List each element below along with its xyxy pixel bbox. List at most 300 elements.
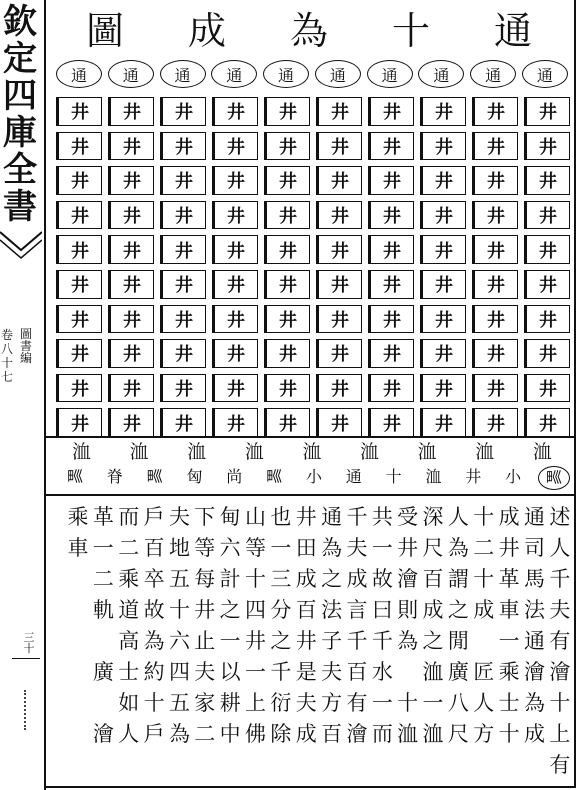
text-char: 方 [473, 722, 495, 746]
well-cell: 井 [524, 166, 570, 195]
book-title-char: 編 [19, 351, 32, 365]
xu-char: 洫 [360, 441, 380, 463]
well-cell: 井 [264, 201, 310, 230]
well-cell: 井 [108, 97, 154, 126]
text-char: 十 [498, 722, 520, 746]
text-char: 方 [321, 691, 343, 715]
page-rule [12, 658, 40, 659]
xu-char: 洫 [417, 441, 437, 463]
section-divider [44, 436, 574, 438]
text-char: 百 [346, 660, 368, 684]
well-cell: 井 [212, 201, 258, 230]
well-cell: 井 [264, 97, 310, 126]
text-char: 夫 [295, 691, 317, 715]
well-cell: 井 [368, 235, 414, 264]
xu-char: 洫 [475, 441, 495, 463]
text-char: 為 [143, 629, 165, 653]
text-column [497, 502, 521, 781]
well-cell: 井 [524, 374, 570, 403]
well-cell: 井 [160, 339, 206, 368]
tong-oval: 通 [56, 60, 102, 88]
text-char: 十 [549, 691, 571, 715]
page-number [18, 632, 40, 654]
text-char: 受 [397, 505, 419, 529]
well-cell: 井 [420, 339, 466, 368]
text-char: 計 [219, 567, 241, 591]
tong-oval: 通 [315, 60, 361, 88]
text-char: 甸 [219, 505, 241, 529]
text-column [548, 502, 572, 781]
well-cell: 井 [108, 339, 154, 368]
text-char: 之 [270, 629, 292, 653]
text-char: 井 [397, 536, 419, 560]
seal-char: 井 [465, 467, 482, 486]
text-char: 一 [270, 536, 292, 560]
book-title-char: 圖 [19, 327, 32, 341]
text-column [370, 502, 394, 781]
text-char: 中 [219, 722, 241, 746]
book-title-char: 書 [19, 339, 32, 353]
well-cell: 井 [316, 374, 362, 403]
well-cell: 井 [108, 235, 154, 264]
library-title-char: 欽 [3, 2, 37, 42]
text-char: 夫 [346, 536, 368, 560]
text-char: 夫 [168, 505, 190, 529]
text-char: 夫 [321, 660, 343, 684]
well-cell: 井 [160, 132, 206, 161]
text-char: 言 [346, 598, 368, 622]
xu-char: 洫 [187, 441, 207, 463]
text-char: 之 [447, 598, 469, 622]
text-char: 共 [371, 505, 393, 529]
well-cell: 井 [212, 339, 258, 368]
well-cell: 井 [368, 166, 414, 195]
text-char: 也 [270, 505, 292, 529]
text-char: 一 [245, 660, 267, 684]
text-char: 二 [118, 536, 140, 560]
tong-oval: 通 [263, 60, 309, 88]
well-cell: 井 [160, 305, 206, 334]
well-cell: 井 [160, 374, 206, 403]
xu-char: 洫 [72, 441, 92, 463]
text-char: 士 [498, 691, 520, 715]
text-char: 二 [92, 567, 114, 591]
text-column [320, 502, 344, 781]
text-char: 井 [295, 505, 317, 529]
text-char: 佛 [245, 722, 267, 746]
seal-char: 十 [385, 467, 402, 486]
volume-char: 十 [0, 356, 13, 370]
text-char: 衍 [270, 691, 292, 715]
text-divider [44, 494, 574, 496]
text-char: 三 [270, 567, 292, 591]
text-char: 人 [447, 505, 469, 529]
text-char: 井 [295, 629, 317, 653]
well-cell: 井 [212, 270, 258, 299]
text-char: 廣 [92, 660, 114, 684]
text-column [193, 502, 217, 781]
text-char: 五 [168, 691, 190, 715]
well-cell: 井 [56, 97, 102, 126]
text-char: 上 [549, 722, 571, 746]
well-cell: 井 [316, 235, 362, 264]
text-char: 成 [422, 598, 444, 622]
text-char: 下 [194, 505, 216, 529]
text-column [421, 502, 445, 781]
well-cell: 井 [472, 374, 518, 403]
title-char: 圖 [85, 9, 124, 53]
tong-oval: 通 [418, 60, 464, 88]
text-column [345, 502, 369, 781]
text-char: 十 [168, 598, 190, 622]
well-cell: 井 [368, 408, 414, 437]
well-cell: 井 [56, 235, 102, 264]
seal-char: 𤰝 [266, 467, 283, 486]
title-char: 通 [493, 9, 532, 53]
text-char: 澮 [92, 722, 114, 746]
xu-char: 洫 [129, 441, 149, 463]
well-cell: 井 [420, 97, 466, 126]
text-char: 有 [549, 753, 571, 777]
well-cell: 井 [108, 201, 154, 230]
text-char: 井 [498, 536, 520, 560]
text-char: 一 [371, 691, 393, 715]
text-char: 是 [295, 660, 317, 684]
text-char: 成 [346, 567, 368, 591]
well-cell: 井 [420, 132, 466, 161]
text-char: 一 [498, 629, 520, 653]
text-char: 之 [219, 598, 241, 622]
well-cell: 井 [316, 305, 362, 334]
text-column [396, 502, 420, 781]
diagram-frame [44, 0, 576, 788]
seal-char: 𤰝 [66, 467, 83, 486]
text-char: 澮 [523, 660, 545, 684]
title-char: 成 [187, 9, 226, 53]
well-cell: 井 [56, 374, 102, 403]
library-title-char: 書 [3, 187, 37, 227]
library-title-char: 庫 [3, 113, 37, 153]
text-char: 分 [270, 598, 292, 622]
text-char: 千 [346, 629, 368, 653]
library-title-char: 四 [3, 76, 37, 116]
text-char: 有 [549, 629, 571, 653]
well-cell: 井 [420, 270, 466, 299]
well-cell: 井 [368, 201, 414, 230]
text-char: 車 [67, 536, 89, 560]
text-char: 井 [245, 629, 267, 653]
well-cell: 井 [108, 305, 154, 334]
well-cell: 井 [316, 166, 362, 195]
text-char: 八 [447, 691, 469, 715]
text-char: 以 [219, 660, 241, 684]
text-char: 有 [346, 691, 368, 715]
text-char: 千 [346, 505, 368, 529]
dotted-rule [24, 690, 28, 730]
page-margin [0, 0, 46, 790]
text-char: 十 [245, 567, 267, 591]
text-char: 百 [422, 567, 444, 591]
text-char: 二 [473, 536, 495, 560]
seal-row [60, 466, 570, 490]
text-char: 一 [422, 691, 444, 715]
text-char: 如 [118, 691, 140, 715]
text-char: 故 [371, 567, 393, 591]
well-cell: 井 [524, 305, 570, 334]
text-char: 為 [397, 629, 419, 653]
text-char: 夫 [549, 598, 571, 622]
text-char: 馬 [523, 567, 545, 591]
text-char: 閒 [447, 629, 469, 653]
well-cell: 井 [420, 166, 466, 195]
book-title [16, 328, 36, 364]
well-cell: 井 [472, 201, 518, 230]
seal-char: 尚 [226, 467, 243, 486]
text-char: 革 [498, 567, 520, 591]
well-cell: 井 [160, 270, 206, 299]
well-cell: 井 [56, 201, 102, 230]
well-cell: 井 [264, 132, 310, 161]
seal-char: 𤰝 [538, 466, 570, 490]
well-cell: 井 [472, 166, 518, 195]
text-char: 成 [295, 722, 317, 746]
well-grid [56, 94, 570, 440]
well-cell: 井 [56, 270, 102, 299]
tong-oval: 通 [211, 60, 257, 88]
well-cell: 井 [264, 270, 310, 299]
text-char: 一 [219, 629, 241, 653]
well-cell: 井 [264, 374, 310, 403]
text-column [269, 502, 293, 781]
text-char: 百 [295, 598, 317, 622]
text-column [446, 502, 470, 781]
well-cell: 井 [212, 97, 258, 126]
text-char: 二 [194, 722, 216, 746]
text-char: 每 [194, 567, 216, 591]
text-char: 戶 [143, 722, 165, 746]
text-char: 澮 [346, 722, 368, 746]
text-char: 而 [371, 722, 393, 746]
text-char: 革 [92, 505, 114, 529]
seal-char: 匈 [186, 467, 203, 486]
well-cell: 井 [212, 408, 258, 437]
text-char: 人 [473, 691, 495, 715]
xu-char: 洫 [532, 441, 552, 463]
well-cell: 井 [368, 305, 414, 334]
tong-row [56, 60, 568, 88]
text-char: 澮 [397, 567, 419, 591]
library-title [0, 4, 40, 226]
page-number-char: 十 [23, 642, 35, 655]
well-cell: 井 [108, 374, 154, 403]
text-char: 尺 [422, 536, 444, 560]
library-title-char: 全 [3, 150, 37, 190]
well-cell: 井 [56, 305, 102, 334]
well-cell: 井 [264, 235, 310, 264]
text-char: 十 [143, 691, 165, 715]
seal-char: 小 [505, 467, 522, 486]
text-char: 等 [245, 536, 267, 560]
seal-char: 𤰝 [146, 467, 163, 486]
text-char: 千 [270, 660, 292, 684]
seal-char: 脊 [106, 467, 123, 486]
text-char: 為 [523, 691, 545, 715]
well-cell: 井 [472, 270, 518, 299]
text-char: 百 [143, 536, 165, 560]
text-char: 述 [549, 505, 571, 529]
volume-label [0, 328, 14, 384]
text-char: 一 [92, 536, 114, 560]
well-cell: 井 [108, 132, 154, 161]
seal-char: 通 [345, 467, 362, 486]
well-cell: 井 [56, 339, 102, 368]
well-cell: 井 [524, 97, 570, 126]
text-char: 洫 [422, 660, 444, 684]
text-char: 曰 [371, 598, 393, 622]
well-cell: 井 [368, 339, 414, 368]
xu-char: 洫 [244, 441, 264, 463]
text-char: 洫 [422, 722, 444, 746]
text-char: 而 [118, 505, 140, 529]
text-char: 通 [523, 505, 545, 529]
text-char: 人 [549, 536, 571, 560]
text-char: 車 [498, 598, 520, 622]
text-char: 為 [447, 536, 469, 560]
text-char: 法 [523, 598, 545, 622]
library-title-char: 定 [3, 39, 37, 79]
tong-oval: 通 [108, 60, 154, 88]
well-cell: 井 [160, 408, 206, 437]
well-cell: 井 [472, 132, 518, 161]
body-text [66, 502, 572, 781]
text-char: 耕 [219, 691, 241, 715]
text-char: 通 [321, 505, 343, 529]
well-cell: 井 [212, 235, 258, 264]
well-cell: 井 [472, 305, 518, 334]
well-cell: 井 [316, 270, 362, 299]
text-char: 六 [219, 536, 241, 560]
well-cell: 井 [212, 166, 258, 195]
text-char: 止 [194, 629, 216, 653]
well-cell: 井 [108, 408, 154, 437]
text-char: 之 [321, 567, 343, 591]
well-cell: 井 [524, 235, 570, 264]
tong-oval: 通 [522, 60, 568, 88]
text-char: 謂 [447, 567, 469, 591]
text-char: 之 [422, 629, 444, 653]
text-column [66, 502, 90, 781]
text-char: 故 [143, 598, 165, 622]
text-char: 道 [118, 598, 140, 622]
text-char: 乘 [498, 660, 520, 684]
text-char: 子 [321, 629, 343, 653]
well-cell: 井 [368, 132, 414, 161]
tong-oval: 通 [470, 60, 516, 88]
well-cell: 井 [212, 305, 258, 334]
well-cell: 井 [264, 305, 310, 334]
text-column [522, 502, 546, 781]
well-cell: 井 [316, 201, 362, 230]
volume-char: 八 [0, 342, 13, 356]
seal-char: 洫 [425, 467, 442, 486]
text-char: 乘 [67, 505, 89, 529]
text-char: 田 [295, 536, 317, 560]
text-char: 五 [168, 567, 190, 591]
tong-oval: 通 [367, 60, 413, 88]
page-number-char: 三 [23, 631, 35, 644]
well-cell: 井 [212, 374, 258, 403]
text-char: 十 [397, 691, 419, 715]
well-cell: 井 [160, 166, 206, 195]
well-cell: 井 [316, 408, 362, 437]
text-char: 卒 [143, 567, 165, 591]
well-cell: 井 [212, 132, 258, 161]
well-cell: 井 [524, 201, 570, 230]
diagram-title [44, 10, 574, 52]
fish-tail-mark [0, 230, 42, 270]
text-column [294, 502, 318, 781]
well-cell: 井 [420, 305, 466, 334]
well-cell: 井 [316, 339, 362, 368]
text-column [167, 502, 191, 781]
text-column [142, 502, 166, 781]
well-cell: 井 [264, 166, 310, 195]
well-cell: 井 [56, 408, 102, 437]
text-char: 約 [143, 660, 165, 684]
text-char: 則 [397, 598, 419, 622]
text-char: 一 [371, 536, 393, 560]
text-char: 水 [371, 660, 393, 684]
text-char: 尺 [447, 722, 469, 746]
text-column [218, 502, 242, 781]
well-cell: 井 [524, 339, 570, 368]
xu-row [72, 440, 552, 464]
tong-oval: 通 [160, 60, 206, 88]
well-cell: 井 [472, 97, 518, 126]
text-char: 家 [194, 691, 216, 715]
text-char: 為 [168, 722, 190, 746]
text-char: 六 [168, 629, 190, 653]
well-cell: 井 [420, 235, 466, 264]
well-cell: 井 [524, 408, 570, 437]
title-char: 十 [391, 9, 430, 53]
volume-char: 卷 [0, 328, 13, 342]
text-char: 深 [422, 505, 444, 529]
text-char: 成 [295, 567, 317, 591]
text-char: 司 [523, 536, 545, 560]
well-cell: 井 [56, 132, 102, 161]
text-char: 成 [523, 722, 545, 746]
text-char: 成 [473, 598, 495, 622]
well-cell: 井 [368, 97, 414, 126]
well-cell: 井 [264, 339, 310, 368]
text-char: 地 [168, 536, 190, 560]
text-char: 澮 [549, 660, 571, 684]
text-char: 通 [523, 629, 545, 653]
well-cell: 井 [108, 270, 154, 299]
well-cell: 井 [160, 97, 206, 126]
text-char: 軌 [92, 598, 114, 622]
well-cell: 井 [472, 408, 518, 437]
text-column [244, 502, 268, 781]
text-char: 士 [118, 660, 140, 684]
text-char: 十 [473, 567, 495, 591]
well-cell: 井 [472, 235, 518, 264]
text-char: 百 [321, 722, 343, 746]
text-char: 夫 [194, 660, 216, 684]
text-char: 高 [118, 629, 140, 653]
well-cell: 井 [264, 408, 310, 437]
